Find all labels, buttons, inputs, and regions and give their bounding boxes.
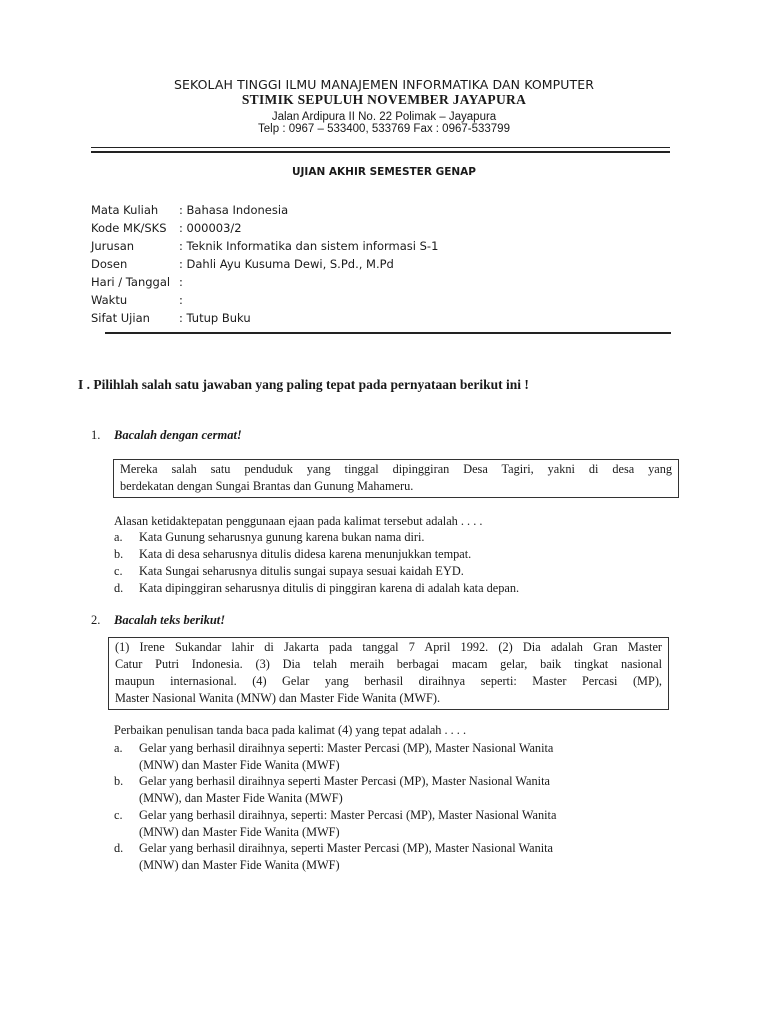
section-title: I . Pilihlah salah satu jawaban yang paling tepat pada pernyataan berikut ini ! [78,377,529,392]
info-divider [105,332,671,334]
option-text: Kata Gunung seharusnya gunung karena bukan nama diri. [139,530,425,544]
option-d[interactable] [114,580,674,597]
info-label: Mata Kuliah [91,203,159,217]
question-text: Perbaikan penulisan tanda baca pada kalimat (4) yang tepat adalah . . . . [114,723,467,737]
info-value: : Teknik Informatika dan sistem informasi S-1 [179,239,439,253]
option-c[interactable] [114,807,674,841]
question-instruction: Bacalah dengan cermat! [114,428,242,442]
option-letter: c. [114,808,123,822]
option-text-line: Gelar yang berhasil diraihnya, seperti Master Percasi (MP), Master Nasional Wanita [139,841,554,855]
passage-line: berdekatan dengan Sungai Brantas dan Gunung Mahameru. [120,479,414,493]
info-label: Sifat Ujian [91,311,150,325]
option-b[interactable] [114,773,674,807]
question-number: 2. [91,613,101,627]
option-b[interactable] [114,546,674,563]
option-letter: b. [114,774,124,788]
passage-line: maupun internasional. (4) Gelar yang berhasil diraihnya seperti: Master Percasi (MP), [115,674,662,688]
option-letter: c. [114,564,123,578]
info-label: Waktu [91,293,128,307]
question-instruction: Bacalah teks berikut! [114,613,226,627]
option-text: Kata dipinggiran seharusnya ditulis di pinggiran karena di adalah kata depan. [139,581,520,595]
question-number: 1. [91,428,101,442]
option-a[interactable] [114,529,674,546]
option-letter: b. [114,547,124,561]
phone-line: Telp : 0967 – 533400, 533769 Fax : 0967-533799 [258,123,510,135]
option-text: Kata di desa seharusnya ditulis didesa karena menunjukkan tempat. [139,547,472,561]
option-text-line: (MNW) dan Master Fide Wanita (MWF) [139,858,340,872]
info-label: Hari / Tanggal [91,275,171,289]
option-c[interactable] [114,563,674,580]
header-divider-thin [91,147,670,148]
info-value: : Tutup Buku [179,311,251,325]
option-letter: d. [114,841,124,855]
passage-box [108,637,669,710]
info-value: : [179,293,183,307]
option-text-line: Gelar yang berhasil diraihnya seperti Master Percasi (MP), Master Nasional Wanita [139,774,550,788]
option-text-line: (MNW) dan Master Fide Wanita (MWF) [139,758,340,772]
option-letter: d. [114,581,124,595]
option-text-line: Gelar yang berhasil diraihnya, seperti: Master Percasi (MP), Master Nasional Wanita [139,808,557,822]
info-value: : Bahasa Indonesia [179,203,289,217]
option-text-line: (MNW), dan Master Fide Wanita (MWF) [139,791,343,805]
info-label: Dosen [91,257,128,271]
institution-name: STIMIK SEPULUH NOVEMBER JAYAPURA [241,92,527,107]
info-value: : [179,275,183,289]
option-letter: a. [114,530,123,544]
info-label: Jurusan [91,239,135,253]
passage-line: Catur Putri Indonesia. (3) Dia telah meraih berbagai macam gelar, baik tingkat nasional [115,657,662,671]
passage-box [113,459,679,498]
institution-line: SEKOLAH TINGGI ILMU MANAJEMEN INFORMATIKA DAN KOMPUTER [173,77,595,92]
option-letter: a. [114,741,123,755]
question-text: Alasan ketidaktepatan penggunaan ejaan pada kalimat tersebut adalah . . . . [114,514,483,528]
passage-line: Master Nasional Wanita (MNW) dan Master Fide Wanita (MWF). [115,691,441,705]
passage-line: (1) Irene Sukandar lahir di Jakarta pada tanggal 7 April 1992. (2) Dia adalah Gran Master [115,640,662,654]
option-a[interactable] [114,740,674,774]
option-d[interactable] [114,840,674,874]
info-label: Kode MK/SKS [91,221,167,235]
passage-line: Mereka salah satu penduduk yang tinggal dipinggiran Desa Tagiri, yakni di desa yang [120,462,672,476]
address-line: Jalan Ardipura II No. 22 Polimak – Jayapura [271,111,497,123]
option-text-line: Gelar yang berhasil diraihnya seperti: Master Percasi (MP), Master Nasional Wanita [139,741,554,755]
option-text-line: (MNW) dan Master Fide Wanita (MWF) [139,825,340,839]
option-text: Kata Sungai seharusnya ditulis sungai supaya sesuai kaidah EYD. [139,564,464,578]
info-value: : 000003/2 [179,221,242,235]
exam-title: UJIAN AKHIR SEMESTER GENAP [291,166,476,178]
header-divider-thick [91,151,670,153]
info-value: : Dahli Ayu Kusuma Dewi, S.Pd., M.Pd [179,257,394,271]
